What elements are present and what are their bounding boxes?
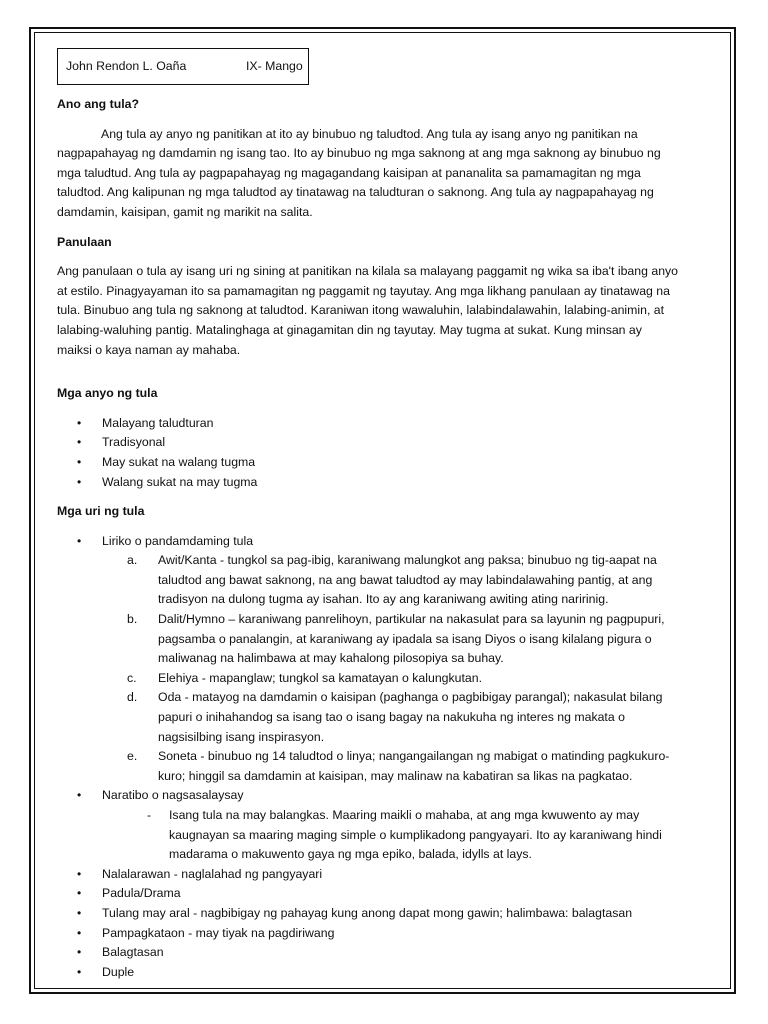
header-box xyxy=(57,48,309,85)
list-item: • Balagtasan xyxy=(57,943,679,963)
uri-list-naratibo xyxy=(57,786,679,806)
list-item: • Duple xyxy=(57,963,679,983)
uri-list-others xyxy=(57,865,679,983)
liriko-label: Liriko o pandamdaming tula xyxy=(102,533,254,548)
paragraph-panulaan: Ang panulaan o tula ay isang uri ng sining at panitikan na kilala sa malayang paggamit ng wika sa iba't ibang anyo at estilo. Pinagyayaman ito sa pamamagitan ng paggamit ng tayutay. Ang mga likhang panulaan ay tinatawag na tula. Binubuo ang tula ng saknong at taludtod. Karaniwan itong wawaluhin, lalabindalawahin, lalabing-animin, at lalabing-waluhing pantig. Matalinghaga at ginagamitan din ng tayutay. May tugma at sukat. Kung minsan ay maiksi o kaya naman ay mahaba. xyxy=(57,264,679,357)
sublist-item xyxy=(57,669,679,689)
list-item-liriko xyxy=(57,532,679,552)
list-item: • Nalalarawan - naglalahad ng pangyayari xyxy=(57,865,679,885)
heading-mga-anyo-ng-tula: Mga anyo ng tula xyxy=(57,386,158,401)
sublist-text: Soneta - binubuo ng 14 taludtod o linya; nangangailangan ng mabigat o matinding pagkukuro-kuro; hinggil sa damdamin at kaisipan, may malinaw na kabatiran sa likas na pagkatao. xyxy=(158,749,670,783)
liriko-sublist xyxy=(57,551,679,786)
sublist-item xyxy=(57,610,679,669)
list-item: • Pampagkataon - may tiyak na pagdiriwang xyxy=(57,924,679,944)
sublist-marker: b. xyxy=(127,612,138,627)
sublist-text: Awit/Kanta - tungkol sa pag-ibig, karaniwang malungkot ang paksa; binubuo ng tig-aapat na taludtod ang bawat saknong, na ang bawat taludtod ay may labindalawahing pantig, at ang tradisyon na dulong tugma ay isahan. Ito ay ang karaniwang awiting ating naririnig. xyxy=(158,553,657,607)
student-name: John Rendon L. Oaña xyxy=(66,58,187,73)
sublist-marker: - xyxy=(147,808,152,822)
sublist-text: Isang tula na may balangkas. Maaring maikli o mahaba, at ang mga kwuwento ay may kaugnayan sa maaring maging simple o kumplikadong pangyayari. Ito ay karaniwang hindi madarama o makuwento gaya ng mga epiko, balada, idylls at lays. xyxy=(169,808,662,862)
sublist-marker: c. xyxy=(127,670,137,685)
sublist-marker: e. xyxy=(127,749,138,764)
list-item: • Walang sukat na may tugma xyxy=(57,473,679,493)
sublist-item xyxy=(57,688,679,747)
student-section: IX- Mango xyxy=(246,58,303,73)
anyo-list xyxy=(57,414,679,492)
heading-mga-uri-ng-tula: Mga uri ng tula xyxy=(57,504,145,519)
heading-panulaan: Panulaan xyxy=(57,234,112,249)
sublist-item xyxy=(57,551,679,610)
paragraph-ano-ang-tula: Ang tula ay anyo ng panitikan at ito ay binubuo ng taludtod. Ang tula ay isang anyo ng panitikan na nagpapahayag ng damdamin ng isang tao. Ito ay binubuo ng mga saknong at ang mga saknong ay binubuo ng mga taludtud. Ang tula ay pagpapahayag ng magagandang kaisipan at pananalita sa pamamagitan ng mga taludtod. Ang kalipunan ng mga taludtod ay tinatawag na taludturan o saknong. Ang tula ay nagpapahayag ng damdamin, kaisipan, gamit ng marikit na salita. xyxy=(57,126,661,219)
sublist-marker: a. xyxy=(127,553,138,568)
document-body xyxy=(57,48,679,982)
sublist-item xyxy=(57,806,679,865)
heading-ano-ang-tula: Ano ang tula? xyxy=(57,97,139,111)
sublist-item xyxy=(57,747,679,786)
list-item: • Malayang taludturan xyxy=(57,414,679,434)
naratibo-sublist xyxy=(57,806,679,865)
sublist-marker: d. xyxy=(127,690,138,705)
list-item: • May sukat na walang tugma xyxy=(57,453,679,473)
list-item-naratibo xyxy=(57,786,679,806)
uri-list xyxy=(57,532,679,552)
naratibo-label: Naratibo o nagsasalaysay xyxy=(102,788,244,803)
list-item: • Tradisyonal xyxy=(57,433,679,453)
sublist-text: Oda - matayog na damdamin o kaisipan (paghanga o pagbibigay parangal); nakasulat bilang papuri o inihahandog sa isang tao o isang bagay na nakukuha ng interes ng makata o nagsisilbing isang inspirasyon. xyxy=(158,690,663,744)
sublist-text: Elehiya - mapanglaw; tungkol sa kamatayan o kalungkutan. xyxy=(158,670,483,685)
list-item: • Tulang may aral - nagbibigay ng pahayag kung anong dapat mong gawin; halimbawa: balagtasan xyxy=(57,904,679,924)
list-item: • Padula/Drama xyxy=(57,884,679,904)
sublist-text: Dalit/Hymno – karaniwang panrelihoyn, partikular na nakasulat para sa layunin ng pagpupuri, pagsamba o panalangin, at karaniwang ay ipadala sa isang Diyos o isang kilalang pigura o maliwanag na halimbawa at may kahalong pilosopiya sa buhay. xyxy=(158,612,665,666)
